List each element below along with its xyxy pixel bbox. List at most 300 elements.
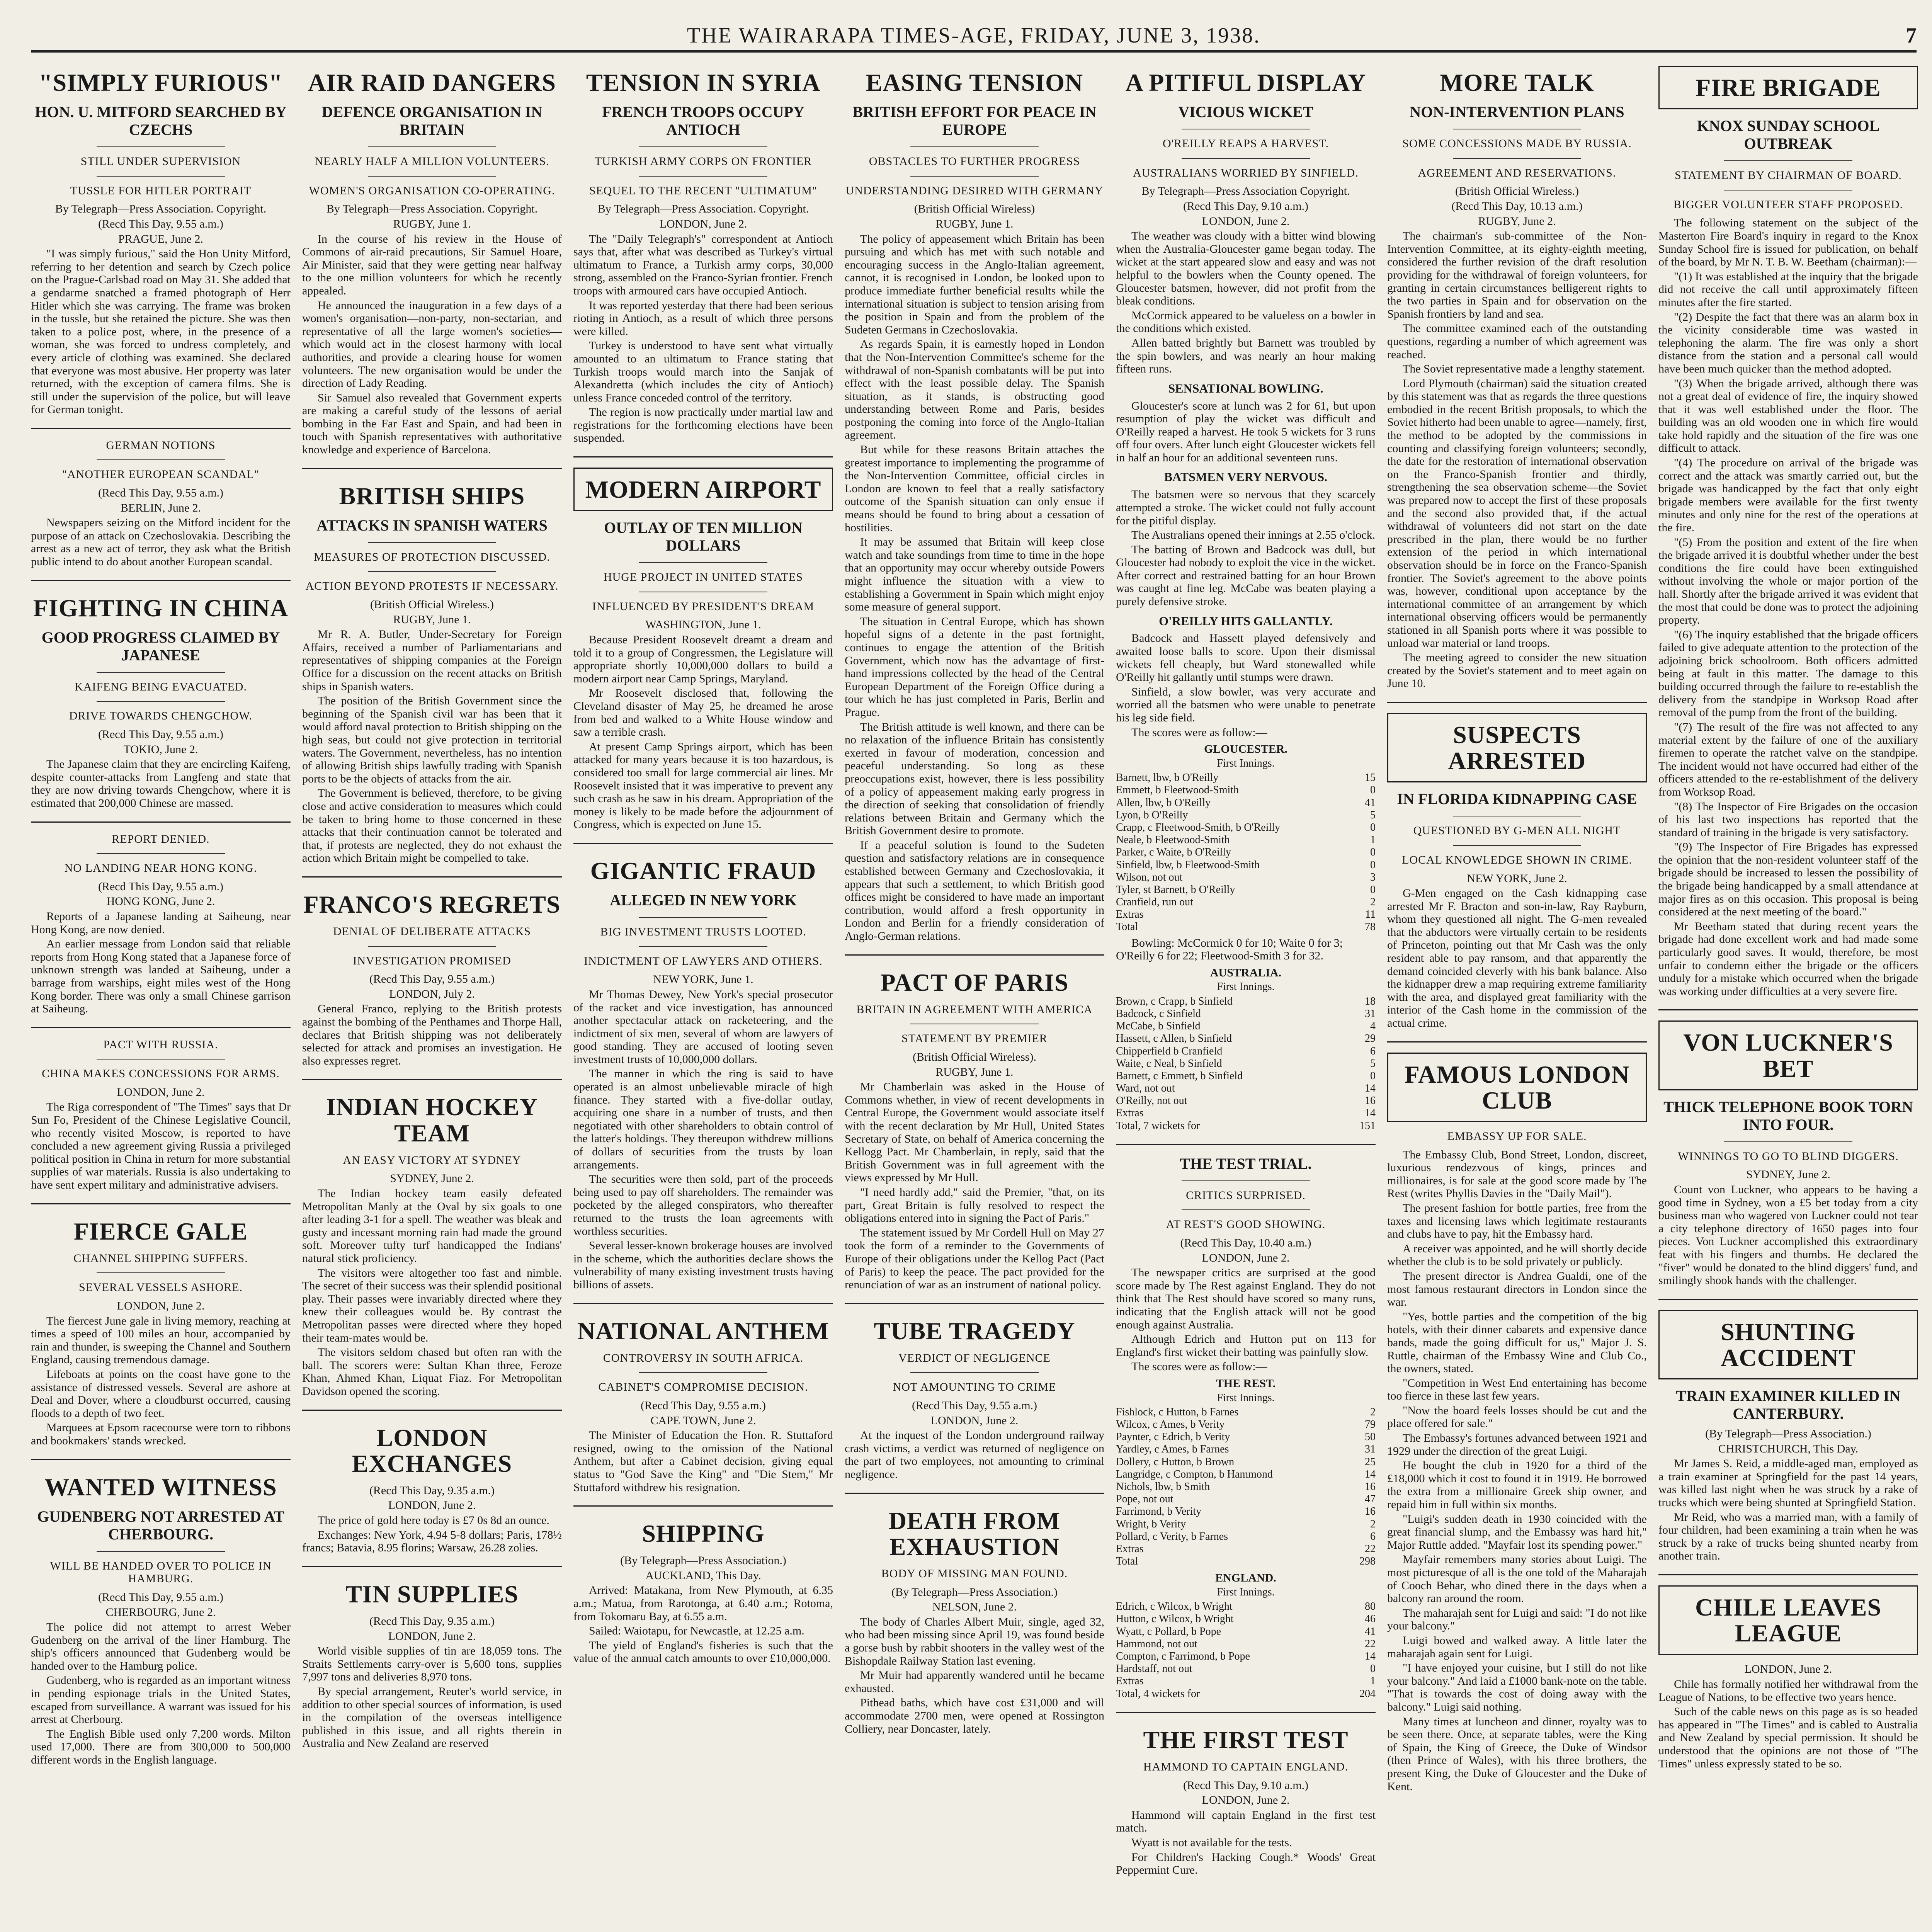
article-paragraph: The scores were as follow:— bbox=[1131, 1360, 1267, 1373]
article bbox=[573, 1505, 833, 1665]
scorecard-table bbox=[1116, 1600, 1376, 1700]
article-dateline: LONDON, June 2. bbox=[1202, 214, 1290, 228]
article-separator bbox=[302, 1079, 562, 1080]
deck-rule bbox=[1453, 845, 1581, 846]
article-separator bbox=[573, 1505, 833, 1507]
batsman-name: O'Reilly, not out bbox=[1116, 1095, 1187, 1107]
article-dateline: (Recd This Day, 9.35 a.m.) bbox=[369, 1615, 495, 1628]
article-paragraph: "Luigi's sudden death in 1930 coincided with the great financial slump, and the Embassy was hard hit," Major Ruttle added. "Mayfair lost its spending power." bbox=[1387, 1512, 1647, 1551]
article-paragraph: The securities were then sold, part of the proceeds being used to pay off shareholders. The remainder was pocketed by the alleged conspirators, who thereafter returned to the trusts the loan agreements with worthless securities. bbox=[573, 1173, 833, 1238]
article-dateline: AUCKLAND, This Day. bbox=[645, 1569, 761, 1582]
batsman-runs: 14 bbox=[1365, 1468, 1376, 1480]
scorecard-row bbox=[1116, 1095, 1376, 1107]
article-body bbox=[1116, 230, 1376, 739]
article-headline: A PITIFUL DISPLAY bbox=[1125, 69, 1366, 96]
article-dateline: BERLIN, June 2. bbox=[120, 501, 201, 514]
deck-rule bbox=[639, 946, 767, 947]
article-paragraph: The body of Charles Albert Muir, single, aged 32, who had been missing since April 19, was found beside a gorse bush by rabbit shooters in the valley west of the Bishopdale Railway Station last evening. bbox=[845, 1615, 1104, 1667]
deck-rule bbox=[1453, 158, 1581, 159]
article-paragraph: It was reported yesterday that there had been serious rioting in Antioch, as a result of which three persons were killed. bbox=[573, 299, 833, 338]
batsman-runs: 25 bbox=[1365, 1456, 1376, 1468]
article-paragraph: Although Edrich and Hutton put on 113 for England's first wicket their batting was painfully slow. bbox=[1116, 1333, 1376, 1359]
article-subhead: NON-INTERVENTION PLANS bbox=[1410, 103, 1624, 121]
article-body bbox=[1116, 1809, 1376, 1877]
article-deck: MEASURES OF PROTECTION DISCUSSED. bbox=[314, 550, 550, 563]
article-body bbox=[845, 1616, 1104, 1735]
article-dateline: LONDON, June 2. bbox=[1202, 1251, 1290, 1264]
article-separator bbox=[1387, 1041, 1647, 1043]
article-paragraph: Sailed: Waiotapu, for Newcastle, at 12.25 a.m. bbox=[589, 1624, 804, 1638]
scorecard-row bbox=[1116, 1431, 1376, 1443]
article-body bbox=[1387, 887, 1647, 1030]
scorecard-row bbox=[1116, 1082, 1376, 1095]
article-body bbox=[31, 1315, 291, 1447]
article-paragraph: Mr James S. Reid, a middle-aged man, employed as a train examiner at Springfield for the past 14 years, was killed last night when he was struck by a rake of trucks which were being shunted at Springfield Station. bbox=[1658, 1457, 1918, 1509]
article-subhead: DEFENCE ORGANISATION IN BRITAIN bbox=[321, 103, 543, 139]
masthead bbox=[31, 23, 1917, 53]
batsman-runs: 47 bbox=[1365, 1493, 1376, 1505]
article-dateline: NEW YORK, June 1. bbox=[653, 973, 753, 986]
article-headline: NATIONAL ANTHEM bbox=[577, 1317, 830, 1345]
article bbox=[845, 66, 1104, 943]
article-deck: SOME CONCESSIONS MADE BY RUSSIA. bbox=[1402, 137, 1632, 150]
article-dateline: SYDNEY, June 2. bbox=[390, 1172, 474, 1185]
article-paragraph: The present fashion for bottle parties, free from the taxes and licensing laws which legitimate restaurants and clubs have to pay, hit the Embassy hard. bbox=[1387, 1201, 1647, 1241]
article-paragraph: The policy of appeasement which Britain has been pursuing and which has met with such notable and encouraging success in the Anglo-Italian agreement, cannot, it is recognised in London, be looked upon to produce immediate further beneficial results while the international situation is subject to tension arising from the position in Spain and from the problem of the Sudeten Germans in Czechoslovakia. bbox=[845, 232, 1104, 336]
article-dateline: RUGBY, June 1. bbox=[935, 1065, 1014, 1078]
scorecard-row bbox=[1116, 908, 1376, 921]
article-body bbox=[573, 988, 833, 1291]
scorecard-row bbox=[1116, 1032, 1376, 1045]
article-separator bbox=[302, 876, 562, 878]
article-headline: MODERN AIRPORT bbox=[573, 468, 833, 511]
scorecard-row bbox=[1116, 834, 1376, 846]
article-paragraph: Exchanges: New York, 4.94 5-8 dollars; Paris, 178½ francs; Batavia, 8.95 florins; Warsaw, 26.28 zolies. bbox=[302, 1528, 562, 1554]
article-dateline: PRAGUE, June 2. bbox=[118, 232, 203, 245]
article-paragraph: Turkey is understood to have sent what virtually amounted to an ultimatum to France stating that Turkish troops would march into the Sanjak of Alexandretta (which includes the city of Antioch) unless France conceded control of the territory. bbox=[573, 339, 833, 404]
article-headline: FRANCO'S REGRETS bbox=[303, 890, 561, 918]
article-paragraph: The Soviet representative made a lengthy statement. bbox=[1403, 362, 1645, 376]
scorecard-row bbox=[1116, 846, 1376, 859]
article bbox=[1387, 1041, 1647, 1793]
article-body bbox=[1658, 1457, 1918, 1563]
batsman-runs: 80 bbox=[1365, 1600, 1376, 1613]
article-deck: NEARLY HALF A MILLION VOLUNTEERS. bbox=[315, 155, 549, 168]
batsman-name: Total bbox=[1116, 1555, 1138, 1568]
article bbox=[31, 66, 291, 416]
scorecard-innings: First Innings. bbox=[1217, 1391, 1275, 1404]
batsman-runs: 78 bbox=[1365, 921, 1376, 933]
article-paragraph: A receiver was appointed, and he will shortly decide whether the club is to be sold privately or publicly. bbox=[1387, 1242, 1647, 1268]
batsman-name: Total bbox=[1116, 921, 1138, 933]
article-paragraph: "(7) The result of the fire was not affected to any material extent by the failure of one of the auxiliary firemen to operate the ratchet valve on the standpipe. The incident would not have occurred had either of the officers attended to the re-establishment of the delivery from Worksop Road. bbox=[1658, 720, 1918, 798]
batsman-runs: 151 bbox=[1359, 1119, 1376, 1132]
deck-rule bbox=[368, 542, 496, 543]
batsman-name: Extras bbox=[1116, 1675, 1144, 1687]
article-paragraph: The police did not attempt to arrest Weber Gudenberg on the arrival of the liner Hamburg. The ship's officers announced that Gudenberg would be handed over to the Hamburg police. bbox=[31, 1621, 291, 1672]
deck-rule bbox=[368, 146, 496, 147]
article-deck: CHINA MAKES CONCESSIONS FOR ARMS. bbox=[42, 1067, 280, 1080]
article-paragraph: The Riga correspondent of "The Times" says that Dr Sun Fo, President of the Chinese Legislative Council, who recently visited Moscow, is reported to have concluded a new agreement giving Russia a privileged political position in China in return for more substantial supplies of war materials. Russia is also undertaking to have sent expert military and administrative advisers. bbox=[31, 1100, 291, 1192]
batsman-runs: 4 bbox=[1370, 1020, 1376, 1032]
scorecard-row bbox=[1116, 871, 1376, 884]
article-headline: FIGHTING IN CHINA bbox=[33, 594, 289, 622]
batsman-runs: 0 bbox=[1370, 821, 1376, 833]
article-paragraph: Gloucester's score at lunch was 2 for 61, but upon resumption of play the wicket was difficult and O'Reilly reaped a harvest. He took 5 wickets for 3 runs off four overs. After lunch eight Gloucester wickets fell in half an hour for an additional seventeen runs. bbox=[1116, 399, 1376, 464]
batsman-name: Lyon, b O'Reilly bbox=[1116, 809, 1188, 821]
article-deck: INFLUENCED BY PRESIDENT'S DREAM bbox=[592, 600, 815, 613]
article bbox=[31, 580, 291, 810]
article-paragraph: Arrived: Matakana, from New Plymouth, at 6.35 a.m.; Matua, from Rarotonga, at 6.40 a.m.; Rotoma, from Tokomaru Bay, at 6.55 a.m. bbox=[573, 1584, 833, 1623]
article-paragraph: The Japanese claim that they are encircling Kaifeng, despite counter-attacks from Langfeng and state that they are now driving towards Chengchow, where it is estimated that 200,000 Chinese are massed. bbox=[31, 758, 291, 810]
article-paragraph: Sir Samuel also revealed that Government experts are making a careful study of the lessons of aerial bombing in the Far East and Spain, and had been in touch with Spanish representatives with authoritative knowledge and experience of Barcelona. bbox=[302, 391, 562, 456]
scorecard-row bbox=[1116, 1070, 1376, 1082]
article-body bbox=[31, 1621, 291, 1767]
article-subhead: VICIOUS WICKET bbox=[1178, 103, 1313, 121]
batsman-name: Extras bbox=[1116, 1107, 1144, 1119]
article-dateline: WASHINGTON, June 1. bbox=[645, 618, 761, 631]
article-deck: NOT AMOUNTING TO CRIME bbox=[893, 1381, 1056, 1394]
batsman-runs: 18 bbox=[1365, 995, 1376, 1007]
article-paragraph: Lifeboats at points on the coast have gone to the assistance of distressed vessels. Several are ashore at Deal and Dover, where a cloudburst occurred, causing floods to a depth of two feet. bbox=[31, 1367, 291, 1420]
article-separator bbox=[31, 1203, 291, 1204]
deck-rule bbox=[910, 1372, 1039, 1373]
article-dateline: (British Official Wireless). bbox=[912, 1051, 1037, 1063]
article-dateline: (Recd This Day, 9.55 a.m.) bbox=[912, 1399, 1037, 1412]
batsman-runs: 16 bbox=[1365, 1481, 1376, 1493]
batsman-name: Pope, not out bbox=[1116, 1493, 1173, 1505]
article-paragraph: The Government is believed, therefore, to be giving close and active consideration to measures which could be taken to bring home to those concerned in these attacks that their continuation cannot be tolerated and that, if protests are neglected, they do not exhaust the action which Britain might be compelled to take. bbox=[302, 787, 562, 865]
article-headline: SUSPECTS ARRESTED bbox=[1387, 713, 1647, 782]
batsman-name: Brown, c Crapp, b Sinfield bbox=[1116, 995, 1233, 1007]
article-dateline: LONDON, June 2. bbox=[117, 1299, 205, 1312]
article-separator bbox=[573, 456, 833, 457]
scorecard-row bbox=[1116, 1418, 1376, 1431]
article-paragraph: The Embassy's fortunes advanced between 1921 and 1929 under the direction of the great Luigi. bbox=[1387, 1432, 1647, 1458]
article-deck: ACTION BEYOND PROTESTS IF NECESSARY. bbox=[305, 580, 559, 593]
batsman-name: Wilcox, c Ames, b Verity bbox=[1116, 1418, 1225, 1431]
article-separator bbox=[573, 843, 833, 844]
article-dateline: (British Official Wireless.) bbox=[370, 598, 494, 611]
article-deck: QUESTIONED BY G-MEN ALL NIGHT bbox=[1413, 824, 1621, 837]
article-paragraph: G-Men engaged on the Cash kidnapping case arrested Mr F. Bracton and son-in-law, Ray Rayburn, whom they questioned all night. The G-men revealed that the abductors were virtually certain to be residents of Princeton, pointing out that Mr Cash was the only resident able to pay ransom, and that apparently the demand coincided cleverly with his bank balance. Also the kidnapper drew a map requiring extreme familiarity with the area, and displayed great familiarity with the interior of the Cash home in the commission of the actual crime. bbox=[1387, 887, 1647, 1030]
bowling-figures: Bowling: McCormick 0 for 10; Waite 0 for 3; O'Reilly 6 for 22; Fleetwood-Smith 3 for 32. bbox=[1116, 936, 1343, 963]
article-paragraph: The visitors were altogether too fast and nimble. The secret of their success was their splendid positional play. Their passes were invariably directed where they knew their colleagues would be. By contrast the Metropolitan passes were directed where they hoped their team-mates would be. bbox=[302, 1266, 562, 1344]
article-paragraph: "(1) It was established at the inquiry that the brigade did not receive the call until approximately fifteen minutes after the fire started. bbox=[1658, 270, 1918, 309]
batsman-name: Edrich, c Wilcox, b Wright bbox=[1116, 1600, 1233, 1613]
article-headline: "SIMPLY FURIOUS" bbox=[39, 69, 283, 96]
article-paragraph: Mayfair remembers many stories about Luigi. The most picturesque of all is the one told of the Maharajah of Cooch Behar, who dined there in the days when a balcony ran around the room. bbox=[1387, 1553, 1647, 1605]
article-deck: HUGE PROJECT IN UNITED STATES bbox=[603, 571, 803, 584]
article-paragraph: If a peaceful solution is found to the Sudeten question and satisfactory relations are in consequence established between Germany and Czechoslovakia, it appears that such a settlement, to which British good offices might be considered to have made an important contribution, would afford a fresh opportunity in London and Berlin for a friendly consideration of Anglo-German relations. bbox=[845, 838, 1104, 943]
article-deck: UNDERSTANDING DESIRED WITH GERMANY bbox=[845, 184, 1104, 197]
article-headline: CHILE LEAVES LEAGUE bbox=[1658, 1585, 1918, 1655]
article-deck: LOCAL KNOWLEDGE SHOWN IN CRIME. bbox=[1402, 853, 1632, 866]
batsman-runs: 0 bbox=[1370, 859, 1376, 871]
article bbox=[1116, 66, 1376, 1132]
article-subhead: THE TEST TRIAL. bbox=[1180, 1155, 1312, 1172]
article-dateline: By Telegraph—Press Association Copyright. bbox=[1141, 185, 1350, 198]
article-paragraph: Chile has formally notified her withdrawal from the League of Nations, to be effective two years hence. bbox=[1658, 1678, 1918, 1704]
article-paragraph: Mr Muir had apparently wandered until he became exhausted. bbox=[845, 1669, 1104, 1695]
article-paragraph: The British attitude is well known, and there can be no relaxation of the influence Britain has consistently exerted in favour of moderation, concession and peaceful understanding. So long as these preoccupations exist, however, there is less possibility of a policy of appeasement making early progress in the direction of seeking that consolidation of friendly relations between Britain and Germany which the British Government desire to promote. bbox=[845, 720, 1104, 837]
article-paragraph: Many times at luncheon and dinner, royalty was to be seen there. Once, at separate tables, were the King of Spain, the King of Greece, the Duke of Windsor (then Prince of Wales), with his three brothers, the present King, the Duke of Gloucester and the Duke of Kent. bbox=[1387, 1715, 1647, 1793]
batsman-name: Crapp, c Fleetwood-Smith, b O'Reilly bbox=[1116, 821, 1281, 833]
batsman-runs: 22 bbox=[1365, 1543, 1376, 1555]
article-dateline: LONDON, June 2. bbox=[1202, 1794, 1290, 1807]
batsman-runs: 79 bbox=[1365, 1418, 1376, 1431]
deck-rule bbox=[97, 176, 225, 177]
article bbox=[1387, 702, 1647, 1030]
article-paragraph: Badcock and Hassett played defensively and awaited loose balls to score. Upon their dismissal wickets fell cheaply, but Ward stonewalled while O'Reilly hit gallantly until stumps were drawn. bbox=[1116, 632, 1376, 684]
article-deck: DENIAL OF DELIBERATE ATTACKS bbox=[333, 925, 531, 938]
article bbox=[1387, 66, 1647, 690]
scorecard-row bbox=[1116, 1120, 1376, 1132]
article-deck: OBSTACLES TO FURTHER PROGRESS bbox=[869, 155, 1080, 168]
batsman-runs: 14 bbox=[1365, 1107, 1376, 1119]
article-paragraph: By special arrangement, Reuter's world service, in addition to other special sources of information, is used in the compilation of the overseas intelligence published in this issue, and all rights therein in Australia and New Zealand are reserved bbox=[302, 1685, 562, 1750]
article-paragraph: For Children's Hacking Cough.* Woods' Great Peppermint Cure. bbox=[1116, 1850, 1376, 1877]
newspaper-title: THE WAIRARAPA TIMES-AGE, FRIDAY, JUNE 3, 1938. bbox=[687, 24, 1261, 48]
article-paragraph: The Indian hockey team easily defeated Metropolitan Manly at the Oval by six goals to one after leading 3-1 for a spell. The weather was bleak and gusty and incessant morning rain had made the ground soft. Moreover tufty turf handicapped the Indians' natural stick proficiency. bbox=[302, 1187, 562, 1265]
batsman-name: Parker, c Waite, b O'Reilly bbox=[1116, 846, 1231, 859]
article-dateline: NEW YORK, June 2. bbox=[1467, 872, 1567, 885]
scorecard-row bbox=[1116, 921, 1376, 933]
article-paragraph: The batsmen were so nervous that they scarcely attempted a stroke. The wicket could not fully account for the pitiful display. bbox=[1116, 488, 1376, 527]
batsman-runs: 5 bbox=[1370, 1057, 1376, 1070]
article-paragraph: The position of the British Government since the beginning of the Spanish civil war has been that it would afford naval protection to British shipping on the high seas, but could not give protection in territorial waters. The Government, nevertheless, has no intention of allowing British ships lawfully trading with Spanish ports to be the objects of attacks from the air. bbox=[302, 694, 562, 785]
batsman-name: Langridge, c Compton, b Hammond bbox=[1116, 1468, 1273, 1480]
article-subhead: ATTACKS IN SPANISH WATERS bbox=[316, 516, 548, 534]
article-subhead: BRITISH EFFORT FOR PEACE IN EUROPE bbox=[852, 103, 1097, 139]
batsman-name: Ward, not out bbox=[1116, 1082, 1175, 1095]
article-paragraph: The statement issued by Mr Cordell Hull on May 27 took the form of a reminder to the Governments of Europe of their obligations under the Kellog Pact (Pact of Paris) to keep the peace. The pact provided for the renunciation of war as an instrument of national policy. bbox=[845, 1226, 1104, 1291]
scorecard-row bbox=[1116, 772, 1376, 784]
article-deck: PACT WITH RUSSIA. bbox=[103, 1038, 218, 1051]
article bbox=[302, 468, 562, 865]
scorecard-team: ENGLAND. bbox=[1215, 1571, 1276, 1585]
article-paragraph: "I was simply furious," said the Hon Unity Mitford, referring to her detention and search by Czech police on the Prague-Carlsbad road on May 31. She added that a gendarme snatched a framed photograph of Herr Hitler which she was carrying. The frame was broken in the tussle, but she retained the picture. She was then taken to a police post, where, in the presence of a woman, she was forced to undress completely, and every article of clothing was examined. She declared that everyone was most abusive. Her property was later returned, with the exception of camera films. She is still under the supervision of the police, but will leave for German tonight. bbox=[31, 247, 291, 416]
article bbox=[302, 876, 562, 1068]
article-body bbox=[1387, 1148, 1647, 1793]
article-paragraph: He bought the club in 1920 for a third of the £18,000 which it cost to found it in 1919. He borrowed the extra from a millionaire Greek ship owner, and repaid him in full within six months. bbox=[1387, 1459, 1647, 1511]
scorecard-row bbox=[1116, 1045, 1376, 1058]
deck-rule bbox=[639, 1372, 767, 1373]
article-separator bbox=[1116, 1712, 1376, 1713]
deck-rule bbox=[97, 701, 225, 702]
article-headline: BRITISH SHIPS bbox=[339, 482, 525, 510]
batsman-runs: 6 bbox=[1370, 1045, 1376, 1057]
article bbox=[845, 1493, 1104, 1736]
scorecard-team: THE REST. bbox=[1216, 1377, 1276, 1390]
article-paragraph: General Franco, replying to the British protests against the bombing of the Penthames and Thorpe Hall, declares that British shipping was not deliberately selected for attack and promises an investigation. He also expresses regret. bbox=[302, 1002, 562, 1067]
article-dateline: (By Telegraph—Press Association.) bbox=[620, 1554, 786, 1567]
article-paragraph: An earlier message from London said that reliable reports from Hong Kong stated that a Japanese force of unknown strength was landed at Saiheung, under a barrage from warships, eight miles west of the Hong Kong border. There was only a small Chinese garrison at Saiheung. bbox=[31, 937, 291, 1015]
article-paragraph: Mr R. A. Butler, Under-Secretary for Foreign Affairs, received a number of Parliamentarians and representatives of shipping companies at the Foreign Office for a discussion on the recent attacks on British ships in Spanish waters. bbox=[302, 628, 562, 693]
deck-rule bbox=[1182, 1209, 1310, 1210]
article-dateline: NELSON, June 2. bbox=[932, 1600, 1017, 1614]
article-paragraph: Sinfield, a slow bowler, was very accurate and worried all the batsmen who were unable to penetrate his leg side field. bbox=[1116, 685, 1376, 724]
scorecard-row bbox=[1116, 1638, 1376, 1650]
article-paragraph: Gudenberg, who is regarded as an important witness in pending espionage trials in the United States, escaped from surveillance. A warrant was issued for his arrest at Cherbourg. bbox=[31, 1674, 291, 1726]
article-deck: TURKISH ARMY CORPS ON FRONTIER bbox=[594, 155, 812, 168]
batsman-runs: 204 bbox=[1359, 1687, 1376, 1700]
article-deck: AGREEMENT AND RESERVATIONS. bbox=[1418, 166, 1616, 179]
article-paragraph: Allen batted brightly but Barnett was troubled by the spin bowlers, and was nearly an hour making fifteen runs. bbox=[1116, 336, 1376, 376]
article-separator bbox=[1387, 702, 1647, 703]
article-paragraph: "(2) Despite the fact that there was an alarm box in the vicinity considerable time was wasted in telephoning the alarm. The fire was only a short distance from the station and a personal call would have been much quicker than the method adopted. bbox=[1658, 310, 1918, 375]
article-subhead: OUTLAY OF TEN MILLION DOLLARS bbox=[604, 519, 803, 554]
article-deck: KAIFENG BEING EVACUATED. bbox=[75, 680, 247, 693]
article-body bbox=[1658, 1678, 1918, 1770]
deck-rule bbox=[97, 459, 225, 460]
scorecard-innings: First Innings. bbox=[1217, 1586, 1275, 1598]
article-deck: BODY OF MISSING MAN FOUND. bbox=[881, 1567, 1068, 1580]
article bbox=[573, 456, 833, 831]
article-paragraph: Mr Reid, who was a married man, with a family of four children, had been examining a train when he was struck by a rake of trucks being shunted nearby from another train. bbox=[1658, 1510, 1918, 1563]
article-deck: INDICTMENT OF LAWYERS AND OTHERS. bbox=[584, 954, 823, 968]
scorecard-row bbox=[1116, 896, 1376, 908]
deck-rule bbox=[97, 1551, 225, 1552]
article-dateline: TOKIO, June 2. bbox=[123, 743, 198, 756]
batsman-name: Allen, lbw, b O'Reilly bbox=[1116, 796, 1211, 809]
article-headline: MORE TALK bbox=[1440, 69, 1594, 96]
column-7 bbox=[1658, 62, 1918, 1932]
article-separator bbox=[1658, 1009, 1918, 1010]
batsman-runs: 41 bbox=[1365, 1625, 1376, 1638]
article-dateline: (Recd This Day, 9.35 a.m.) bbox=[369, 1484, 495, 1497]
article-body bbox=[302, 1645, 562, 1750]
batsman-name: Hutton, c Wilcox, b Wright bbox=[1116, 1613, 1234, 1625]
article-paragraph: The manner in which the ring is said to have operated is an almost unbelievable miracle of high finance. They started with a five-dollar outlay, acquiring one share in a number of trusts, and then negotiated with other shareholders to obtain control of the latter's holdings. They thereupon withdrew millions of dollars of securities from the trusts by loan arrangements. bbox=[573, 1067, 833, 1171]
scorecard-row bbox=[1116, 1688, 1376, 1700]
article-paragraph: The fiercest June gale in living memory, reaching at times a speed of 100 miles an hour, accompanied by rain and thunder, is sweeping the Channel and Southern England, causing tremendous damage. bbox=[31, 1314, 291, 1366]
article-separator bbox=[1658, 1574, 1918, 1575]
article bbox=[302, 66, 562, 456]
article-body bbox=[302, 1187, 562, 1398]
scorecard-row bbox=[1116, 1020, 1376, 1032]
article-subhead: KNOX SUNDAY SCHOOL OUTBREAK bbox=[1697, 117, 1880, 153]
article bbox=[1658, 1299, 1918, 1563]
section-subhead: SENSATIONAL BOWLING. bbox=[1168, 381, 1323, 395]
article-body bbox=[1658, 1183, 1918, 1287]
scorecard-row bbox=[1116, 1443, 1376, 1456]
scorecard-table bbox=[1116, 1406, 1376, 1568]
scorecard-team: AUSTRALIA. bbox=[1210, 966, 1282, 979]
scorecard-row bbox=[1116, 1650, 1376, 1663]
article-body bbox=[573, 1584, 833, 1665]
article bbox=[573, 843, 833, 1291]
article-headline: LONDON EXCHANGES bbox=[352, 1423, 512, 1477]
column-2 bbox=[302, 62, 562, 1932]
batsman-runs: 6 bbox=[1370, 1530, 1376, 1543]
section-subhead: O'REILLY HITS GALLANTLY. bbox=[1159, 614, 1333, 628]
article-paragraph: "(6) The inquiry established that the brigade officers failed to give adequate attention to the protection of the adjoining brick schoolroom. Both officers admitted being at fault in this matter. The damage to this building occurred through the failure to re-establish the delivery from the standpipe in Worksop Road after removal of the pump from the front of the building. bbox=[1658, 628, 1918, 719]
article-subhead: ALLEGED IN NEW YORK bbox=[610, 891, 797, 909]
article-dateline: (Recd This Day, 9.55 a.m.) bbox=[369, 973, 495, 986]
article-dateline: (Recd This Day, 9.55 a.m.) bbox=[98, 486, 224, 500]
article bbox=[31, 1027, 291, 1192]
article-deck: DRIVE TOWARDS CHENGCHOW. bbox=[69, 709, 253, 723]
article-separator bbox=[302, 1410, 562, 1411]
article-separator bbox=[845, 1493, 1104, 1494]
article-deck: NO LANDING NEAR HONG KONG. bbox=[64, 862, 257, 875]
article-deck: WINNINGS TO GO TO BLIND DIGGERS. bbox=[1678, 1150, 1899, 1163]
article-body bbox=[31, 1100, 291, 1191]
batsman-runs: 0 bbox=[1370, 1070, 1376, 1082]
batsman-name: Wilson, not out bbox=[1116, 871, 1183, 883]
batsman-name: Pollard, c Verity, b Farnes bbox=[1116, 1530, 1228, 1543]
scorecard-table bbox=[1116, 995, 1376, 1132]
article-headline: AIR RAID DANGERS bbox=[308, 69, 556, 96]
article-deck: GERMAN NOTIONS bbox=[106, 439, 216, 452]
article bbox=[845, 1303, 1104, 1481]
article bbox=[31, 1203, 291, 1447]
article-paragraph: The scores were as follow:— bbox=[1131, 726, 1267, 739]
scorecard-row bbox=[1116, 809, 1376, 821]
batsman-name: Badcock, c Sinfield bbox=[1116, 1007, 1201, 1020]
article-headline: FIERCE GALE bbox=[73, 1217, 248, 1245]
batsman-runs: 16 bbox=[1365, 1095, 1376, 1107]
article-dateline: SYDNEY, June 2. bbox=[1746, 1168, 1830, 1181]
article-paragraph: Count von Luckner, who appears to be having a good time in Sydney, won a £5 bet today from a city business man who wagered von Luckner could not tear a city telephone directory of 1650 pages into four pieces. Von Luckner accomplished this extraordinary feat with his fingers and thumbs. He declared the "fiver" would be donated to the blind diggers' fund, and smilingly shook hands with the challenger. bbox=[1658, 1183, 1918, 1287]
batsman-name: Sinfield, lbw, b Fleetwood-Smith bbox=[1116, 859, 1260, 871]
article-paragraph: Several lesser-known brokerage houses are involved in the scheme, which the authorities declare shows the vulnerability of many existing investment trusts having billions of assets. bbox=[573, 1239, 833, 1291]
article-headline: SHUNTING ACCIDENT bbox=[1658, 1310, 1918, 1379]
scorecard-innings: First Innings. bbox=[1217, 757, 1275, 769]
scorecard-row bbox=[1116, 884, 1376, 896]
article-separator bbox=[573, 1303, 833, 1304]
section-subhead: BATSMEN VERY NERVOUS. bbox=[1164, 470, 1328, 484]
article-dateline: RUGBY, June 1. bbox=[393, 613, 471, 626]
article-paragraph: As regards Spain, it is earnestly hoped in London that the Non-Intervention Committee's scheme for the withdrawal of non-Spanish combatants will be put into effect with the least possible delay. The Spanish situation, as it stands, is obstructing good understanding between Rome and Paris, besides postponing the coming into force of the Anglo-Italian agreement. bbox=[845, 338, 1104, 442]
scorecard-row bbox=[1116, 821, 1376, 834]
batsman-name: Barnett, c Emmett, b Sinfield bbox=[1116, 1070, 1243, 1082]
article bbox=[1116, 1712, 1376, 1877]
batsman-runs: 0 bbox=[1370, 846, 1376, 859]
scorecard-row bbox=[1116, 1663, 1376, 1675]
article-deck: AT REST'S GOOD SHOWING. bbox=[1166, 1218, 1326, 1231]
article-body bbox=[845, 233, 1104, 943]
article bbox=[573, 66, 833, 445]
article-subhead: THICK TELEPHONE BOOK TORN INTO FOUR. bbox=[1663, 1098, 1913, 1133]
article-dateline: By Telegraph—Press Association. Copyright. bbox=[326, 202, 538, 216]
batsman-runs: 14 bbox=[1365, 1650, 1376, 1663]
article-subhead: GOOD PROGRESS CLAIMED BY JAPANESE bbox=[41, 628, 280, 664]
article-subhead: HON. U. MITFORD SEARCHED BY CZECHS bbox=[35, 103, 287, 139]
article-dateline: LONDON, June 2. bbox=[388, 1629, 476, 1643]
article-headline: TENSION IN SYRIA bbox=[586, 69, 821, 96]
article-separator bbox=[31, 1027, 291, 1028]
scorecard-row bbox=[1116, 1555, 1376, 1568]
article-paragraph: In the course of his review in the House of Commons of air-raid precautions, Sir Samuel Hoare, Air Minister, said that they were getting near halfway to the one million volunteers for which he recently appealed. bbox=[302, 232, 562, 297]
article-dateline: LONDON, June 2. bbox=[930, 1414, 1019, 1427]
article-paragraph: The "Daily Telegraph's" correspondent at Antioch says that, after what was described as Turkey's virtual ultimatum to France, a Turkish army corps, 30,000 strong, assembled on the Franco-Syrian frontier. French troops with armoured cars have occupied Antioch. bbox=[573, 232, 833, 297]
article-body bbox=[573, 233, 833, 445]
article-paragraph: The committee examined each of the outstanding questions, regarding a number of which agreement was reached. bbox=[1387, 322, 1647, 361]
article-body bbox=[31, 516, 291, 568]
article-separator bbox=[1116, 1144, 1376, 1145]
batsman-runs: 2 bbox=[1370, 896, 1376, 908]
article-paragraph: The Embassy Club, Bond Street, London, discreet, luxurious rendezvous of kings, princes and millionaires, is for sale at the good score made by The Rest (writes Phyllis Davies in the "Daily Mail"). bbox=[1387, 1148, 1647, 1200]
article-paragraph: The yield of England's fisheries is such that the value of the annual catch amounts to over £10,000,000. bbox=[573, 1639, 833, 1665]
article-deck: VERDICT OF NEGLIGENCE bbox=[898, 1351, 1051, 1364]
batsman-name: Hassett, c Allen, b Sinfield bbox=[1116, 1032, 1232, 1045]
column-1 bbox=[31, 62, 291, 1932]
article-paragraph: Marquees at Epsom racecourse were torn to ribbons and bookmakers' stands wrecked. bbox=[31, 1421, 291, 1447]
article-paragraph: But while for these reasons Britain attaches the greatest importance to implementing the programme of the Non-Intervention Committee, official circles in London are known to feel that a really satisfactory outcome of the Spanish situation can only ensue if means should be found to bring about a cessation of hostilities. bbox=[845, 443, 1104, 534]
article-dateline: RUGBY, June 1. bbox=[935, 217, 1014, 230]
